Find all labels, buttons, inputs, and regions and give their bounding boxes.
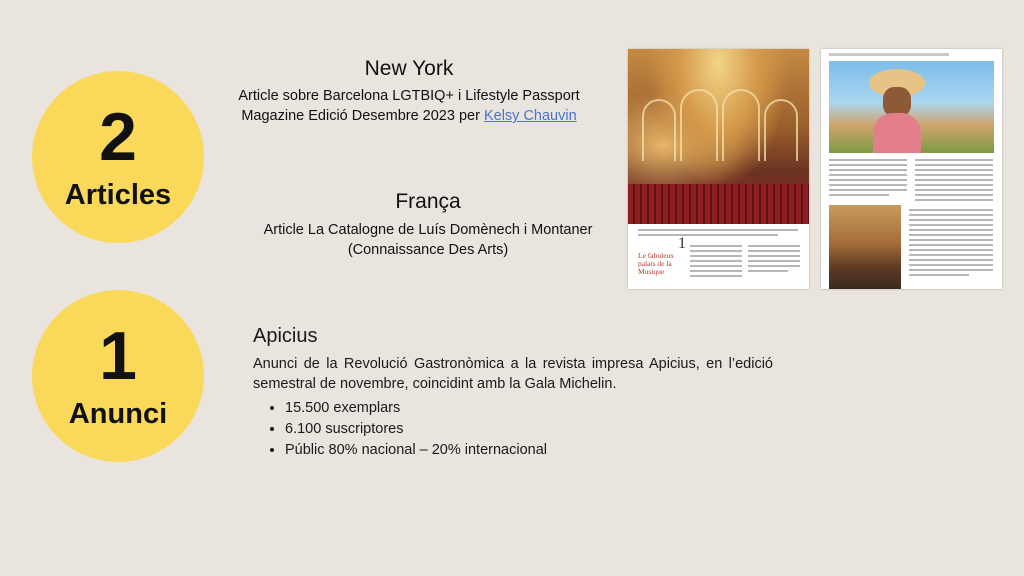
page-number-large: 1 <box>678 235 686 252</box>
magazine-title: Le fabuleux palais de la Musique <box>638 251 675 276</box>
ad-stats-list <box>253 398 773 461</box>
concert-hall-photo <box>628 49 809 224</box>
list-item: • 6.100 suscriptores <box>285 419 773 440</box>
articles-count: 2 <box>99 98 137 175</box>
ads-label: Anunci <box>68 397 168 430</box>
park-guell-photo <box>829 61 994 153</box>
ad-heading: Apicius <box>253 325 318 347</box>
article-credit <box>220 106 598 126</box>
list-item: • 15.500 exemplars <box>285 398 773 419</box>
magazine-page-palau-musica <box>628 49 809 289</box>
article-description: Article sobre Barcelona LGTBIQ+ i Lifestyle Passport <box>238 88 580 104</box>
magazine-page-barcelona <box>821 49 1002 289</box>
list-item: • Públic 80% nacional – 20% internacional <box>285 440 773 461</box>
article-credit-prefix: Magazine Edició Desembre 2023 per <box>241 108 484 124</box>
ad-description: Anunci de la Revolució Gastronòmica a la revista impresa Apicius, en l’edició semestral de novembre, coincidint amb la Gala Michelin. <box>253 356 773 392</box>
article-heading: New York <box>364 57 454 80</box>
ad-apicius <box>253 325 773 461</box>
street-cafe-photo <box>829 205 901 289</box>
article-france <box>230 190 626 260</box>
articles-label: Articles <box>64 178 172 211</box>
article-heading: França <box>395 190 461 213</box>
author-link[interactable]: Kelsy Chauvin <box>483 108 577 124</box>
ads-count: 1 <box>99 317 137 394</box>
article-description: Article La Catalogne de Luís Domènech i Montaner <box>263 222 593 238</box>
articles-count-badge <box>32 71 204 243</box>
article-source: (Connaissance Des Arts) <box>347 242 509 258</box>
ads-count-badge <box>32 290 204 462</box>
article-new-york <box>220 57 598 126</box>
